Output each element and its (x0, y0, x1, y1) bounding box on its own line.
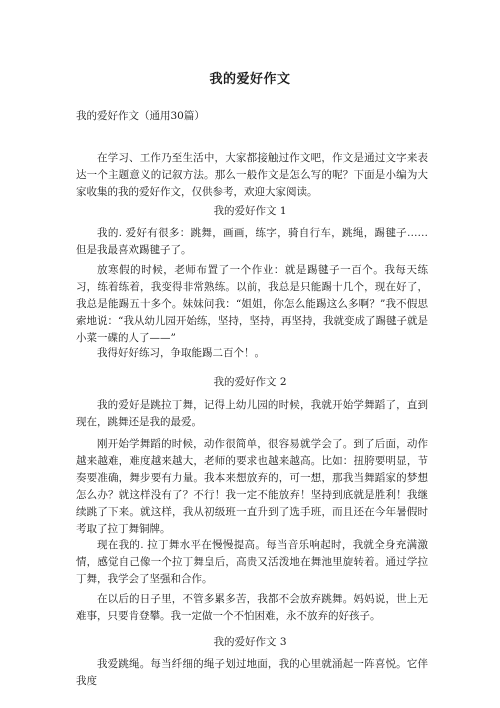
paragraph: 现在我的. 拉丁舞水平在慢慢提高。每当音乐响起时，我就全身充满激情，感觉自己像一个拉丁舞皇后，高贵又活泼地在舞池里旋转着。通过学拉丁舞，我学会了坚强和合作。 (76, 539, 428, 585)
section-heading: 我的爱好作文 1 (213, 205, 287, 217)
section-heading: 我的爱好作文 2 (213, 376, 287, 388)
paragraph: 我的爱好是跳拉丁舞，记得上幼儿园的时候，我就开始学舞蹈了，直到现在，跳舞还是我的最爱。 (76, 399, 428, 428)
paragraph: 刚开始学舞蹈的时候，动作很简单，很容易就学会了。到了后面，动作越来越难，难度越来越大，老师的要求也越来越高。比如：扭胯要明显，节奏要准确，舞步要有力量。我本来想放弃的，可一想，那我当舞蹈家的梦想怎么办？就这样没有了？不行！我一定不能放弃！坚持到底就是胜利！我继续跳了下来。就这样，我从初级班一直升到了选手班，而且还在今年暑假时考取了拉丁舞铜牌。 (76, 438, 428, 535)
paragraph: 我的. 爱好有很多：跳舞，画画，练字，骑自行车，跳绳，踢毽子……但是我最喜欢踢毽子了。 (76, 227, 428, 256)
intro-paragraph: 在学习、工作乃至生活中，大家都接触过作文吧，作文是通过文字来表达一个主题意义的记叙方法。那么一般作文是怎么写的呢？下面是小编为大家收集的我的爱好作文，仅供参考，欢迎大家阅读。 (76, 152, 428, 198)
document-subtitle: 我的爱好作文（通用30篇） (76, 110, 205, 122)
paragraph: 我得好好练习，争取能踢二百个！。 (97, 347, 265, 359)
paragraph: 我爱跳绳。每当纤细的绳子划过地面，我的心里就涌起一阵喜悦。它伴我度 (76, 658, 428, 687)
section-heading: 我的爱好作文 3 (213, 636, 287, 648)
paragraph: 放寒假的时候，老师布置了一个作业：就是踢毽子一百个。我每天练习，练着练着，我变得非常熟练。以前，我总是只能踢十几个，现在好了，我总是能踢五十多个。妹妹问我：“姐姐，你怎么能踢这么多啊？”我不假思索地说：“我从幼儿园开始练，坚持，坚持，再坚持，我就变成了踢毽子就是小菜一碟的人了——” (76, 264, 428, 344)
document-title: 我的爱好作文 (209, 72, 291, 87)
paragraph: 在以后的日子里，不管多累多苦，我都不会放弃跳舞。妈妈说，世上无难事，只要肯登攀。我一定做一个不怕困难，永不放弃的好孩子。 (76, 593, 428, 622)
